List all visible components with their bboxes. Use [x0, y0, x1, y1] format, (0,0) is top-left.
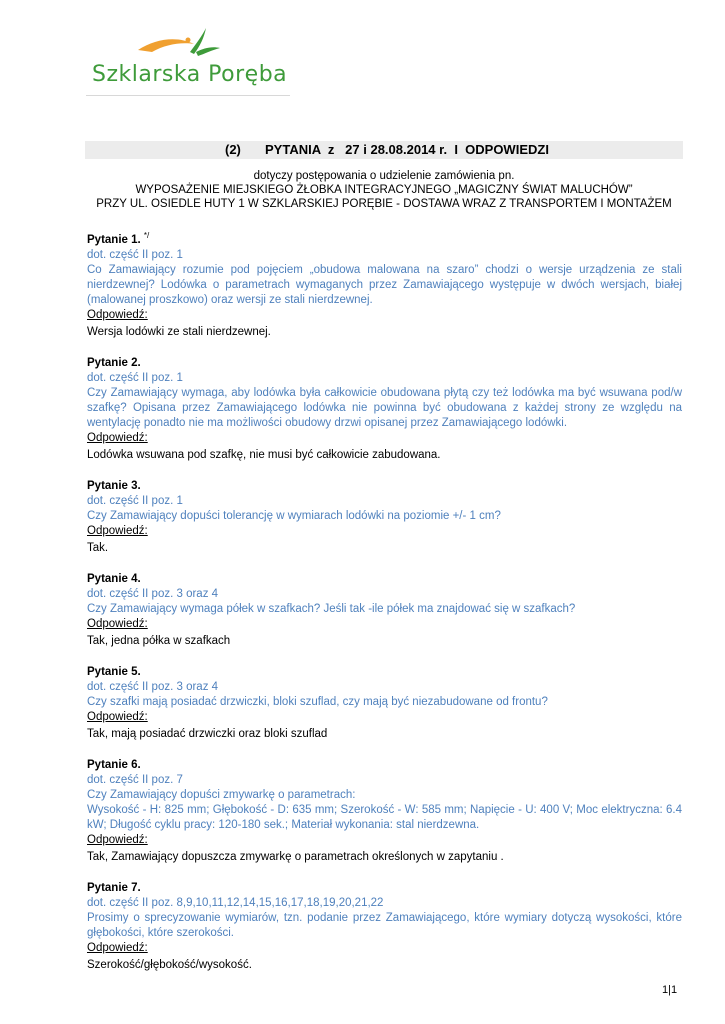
question-title: Pytanie 3. — [87, 479, 141, 492]
question-reference: dot. część II poz. 8,9,10,11,12,14,15,16,17,18,19,20,21,22 — [87, 896, 384, 909]
question-reference: dot. część II poz. 1 — [87, 494, 183, 507]
question-reference: dot. część II poz. 1 — [87, 371, 183, 384]
question-text: Czy szafki mają posiadać drzwiczki, bloki szuflad, czy mają być niezabudowane od frontu? — [87, 695, 548, 708]
subtitle-line-2: WYPOSAŻENIE MIEJSKIEGO ŻŁOBKA INTEGRACYJNEGO „MAGICZNY ŚWIAT MALUCHÓW” — [135, 184, 633, 196]
question-mark: */ — [143, 231, 150, 240]
question-reference: dot. część II poz. 7 — [87, 773, 183, 786]
question-reference: dot. część II poz. 3 oraz 4 — [87, 587, 219, 600]
answer-text: Lodówka wsuwana pod szafkę, nie musi być całkowicie zabudowana. — [87, 448, 441, 461]
answer-label: Odpowiedź: — [87, 524, 148, 537]
question-title: Pytanie 2. — [87, 356, 141, 369]
questions-list — [87, 228, 682, 987]
question-5 — [87, 665, 682, 742]
logo — [86, 26, 290, 98]
question-title: Pytanie 4. — [87, 572, 141, 585]
question-6 — [87, 758, 682, 865]
question-text: Czy Zamawiający wymaga półek w szafkach? Jeśli tak -ile półek ma znajdować się w szafkach? — [87, 602, 576, 615]
question-reference: dot. część II poz. 1 — [87, 248, 183, 261]
answer-label: Odpowiedź: — [87, 833, 148, 846]
answer-text: Wersja lodówki ze stali nierdzewnej. — [87, 325, 271, 338]
question-text-parameters: Wysokość - H: 825 mm; Głębokość - D: 635 mm; Szerokość - W: 585 mm; Napięcie - U: 400 V; Moc elektryczna: 6.4 kW; Długość cyklu pracy: 120-180 sek.; Materiał wykonania: stal nierdzewna. — [87, 803, 682, 831]
question-1 — [87, 228, 682, 340]
question-text: Prosimy o sprecyzowanie wymiarów, tzn. podanie przez Zamawiającego, które wymiary dotyczą wysokości, które głębokości, które szerokości. — [87, 911, 682, 939]
page-title: PYTANIA z 27 i 28.08.2014 r. I ODPOWIEDZI — [265, 142, 549, 157]
question-3 — [87, 479, 682, 556]
question-text: Czy Zamawiający dopuści zmywarkę o parametrach: — [87, 788, 356, 801]
answer-label: Odpowiedź: — [87, 308, 148, 321]
answer-text: Szerokość/głębokość/wysokość. — [87, 958, 252, 971]
logo-text: Szklarska Poręba — [92, 62, 288, 87]
question-2 — [87, 356, 682, 463]
question-text: Co Zamawiający rozumie pod pojęciem „obudowa malowana na szaro” chodzi o wersje urządzenia ze stali nierdzewnej? Lodówka o parametrach wymaganych przez Zamawiającego występuje w dwóch wersjach, białej (malowanej proszkowo) oraz wersji ze stali nierdzewnej. — [87, 263, 682, 306]
question-7 — [87, 881, 682, 973]
document-number: (2) — [225, 142, 241, 157]
question-4 — [87, 572, 682, 649]
page-number: 1|1 — [662, 984, 678, 996]
answer-label: Odpowiedź: — [87, 617, 148, 630]
answer-label: Odpowiedź: — [87, 941, 148, 954]
question-title: Pytanie 7. — [87, 881, 141, 894]
title-bar — [85, 141, 683, 159]
question-text: Czy Zamawiający dopuści tolerancję w wymiarach lodówki na poziomie +/- 1 cm? — [87, 509, 501, 522]
logo-divider — [86, 95, 290, 96]
answer-label: Odpowiedź: — [87, 710, 148, 723]
logo-swirl-icon — [86, 26, 290, 66]
question-title: Pytanie 5. — [87, 665, 141, 678]
question-text: Czy Zamawiający wymaga, aby lodówka była całkowicie obudowana płytą czy też lodówka ma być wsuwana pod/w szafkę? Opisana przez Zamawiającego lodówka nie powinna być obudowana z każdej strony ze względu na wentylację ponadto nie ma możliwości obudowy drzwi opisanej przez Zamawiającego lodówki. — [87, 386, 682, 429]
answer-text: Tak, jedna półka w szafkach — [87, 634, 231, 647]
question-title: Pytanie 6. — [87, 758, 141, 771]
subtitle-line-3: PRZY UL. OSIEDLE HUTY 1 W SZKLARSKIEJ PORĘBIE - DOSTAWA WRAZ Z TRANSPORTEM I MONTAŻEM — [96, 198, 672, 210]
subtitle-line-1: dotyczy postępowania o udzielenie zamówienia pn. — [253, 170, 515, 182]
answer-text: Tak. — [87, 541, 109, 554]
question-title: Pytanie 1. */ — [87, 231, 150, 246]
question-reference: dot. część II poz. 3 oraz 4 — [87, 680, 219, 693]
answer-text: Tak, Zamawiający dopuszcza zmywarkę o parametrach określonych w zapytaniu . — [87, 850, 504, 863]
answer-label: Odpowiedź: — [87, 431, 148, 444]
answer-text: Tak, mają posiadać drzwiczki oraz bloki szuflad — [87, 727, 328, 740]
